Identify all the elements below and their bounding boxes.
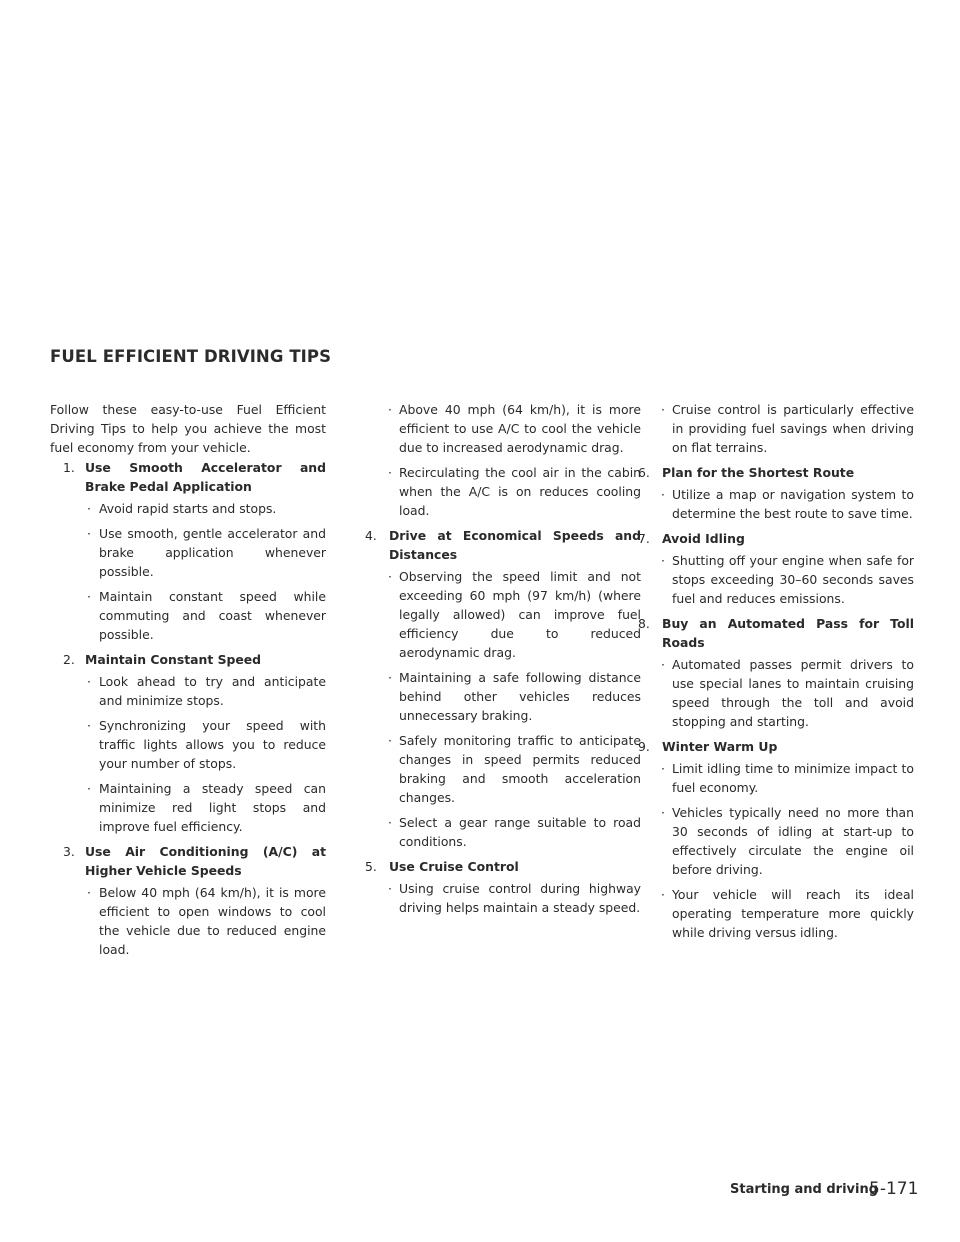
bullet-icon: ·	[661, 487, 665, 502]
section-number: 3.	[63, 844, 75, 859]
bullet-icon: ·	[87, 674, 91, 689]
section-7-heading	[638, 529, 914, 548]
section-number: 7.	[638, 531, 650, 546]
list-item: · Shutting off your engine when safe for stops exceeding 30–60 seconds saves fuel and reduces emissions.	[661, 553, 914, 606]
list-item: · Synchronizing your speed with traffic lights allows you to reduce your number of stops.	[87, 718, 326, 771]
list-item: · Avoid rapid starts and stops.	[87, 501, 277, 516]
column-2	[365, 400, 641, 923]
section-title: Plan for the Shortest Route	[662, 465, 855, 480]
section-number: 1.	[63, 460, 75, 475]
bullet-icon: ·	[388, 569, 392, 584]
list-item: · Your vehicle will reach its ideal operating temperature more quickly while driving versus idling.	[661, 887, 914, 940]
section-title: Use Smooth Accelerator and Brake Pedal Application	[85, 460, 326, 494]
bullet-icon: ·	[388, 815, 392, 830]
bullet-icon: ·	[388, 881, 392, 896]
list-item: · Recirculating the cool air in the cabin when the A/C is on reduces cooling load.	[388, 465, 641, 518]
list-item: · Cruise control is particularly effective in providing fuel savings when driving on flat terrains.	[661, 402, 914, 455]
section-title: Drive at Economical Speeds and Distances	[389, 528, 641, 562]
page-title: FUEL EFFICIENT DRIVING TIPS	[50, 347, 332, 366]
list-item: · Utilize a map or navigation system to determine the best route to save time.	[661, 487, 914, 521]
section-8-heading	[638, 614, 914, 652]
list-item: · Limit idling time to minimize impact to fuel economy.	[661, 761, 914, 795]
page-number: 5-171	[869, 1179, 919, 1199]
bullet-icon: ·	[661, 657, 665, 672]
list-item: · Maintaining a safe following distance behind other vehicles reduces unnecessary braking.	[388, 670, 641, 723]
section-5-heading	[365, 857, 641, 876]
section-9-heading	[638, 737, 914, 756]
list-item: · Automated passes permit drivers to use special lanes to maintain cruising speed through the toll and avoid stopping and starting.	[661, 657, 914, 729]
section-title: Winter Warm Up	[662, 739, 778, 754]
section-title: Avoid Idling	[662, 531, 745, 546]
intro-paragraph: Follow these easy-to-use Fuel Efficient Driving Tips to help you achieve the most fuel economy from your vehicle.	[50, 402, 326, 455]
section-title: Buy an Automated Pass for Toll Roads	[662, 616, 914, 650]
bullet-icon: ·	[87, 526, 91, 541]
bullet-icon: ·	[661, 887, 665, 902]
bullet-icon: ·	[661, 553, 665, 568]
bullet-icon: ·	[87, 781, 91, 796]
footer-section-name: Starting and driving	[730, 1182, 879, 1197]
section-number: 5.	[365, 859, 377, 874]
list-item: · Select a gear range suitable to road conditions.	[388, 815, 641, 849]
section-6-heading	[638, 463, 914, 482]
list-item: · Vehicles typically need no more than 30 seconds of idling at start-up to effectively circulate the engine oil before driving.	[661, 805, 914, 877]
list-item: · Use smooth, gentle accelerator and brake application whenever possible.	[87, 526, 326, 579]
section-1-heading	[50, 458, 326, 496]
bullet-icon: ·	[388, 733, 392, 748]
bullet-icon: ·	[87, 885, 91, 900]
list-item: · Above 40 mph (64 km/h), it is more efficient to use A/C to cool the vehicle due to increased aerodynamic drag.	[388, 402, 641, 455]
bullet-icon: ·	[388, 670, 392, 685]
section-4-heading	[365, 526, 641, 564]
list-item: · Safely monitoring traffic to anticipate changes in speed permits reduced braking and smooth acceleration changes.	[388, 733, 641, 805]
column-1	[50, 400, 326, 965]
bullet-icon: ·	[87, 718, 91, 733]
section-number: 2.	[63, 652, 75, 667]
bullet-icon: ·	[87, 589, 91, 604]
bullet-icon: ·	[661, 805, 665, 820]
section-number: 4.	[365, 528, 377, 543]
list-item: · Below 40 mph (64 km/h), it is more efficient to open windows to cool the vehicle due to reduced engine load.	[87, 885, 326, 957]
list-item: · Observing the speed limit and not exceeding 60 mph (97 km/h) (where legally allowed) can improve fuel efficiency due to reduced aerodynamic drag.	[388, 569, 641, 660]
list-item: · Using cruise control during highway driving helps maintain a steady speed.	[388, 881, 641, 915]
bullet-icon: ·	[661, 402, 665, 417]
section-title: Use Air Conditioning (A/C) at Higher Vehicle Speeds	[85, 844, 326, 878]
bullet-icon: ·	[661, 761, 665, 776]
list-item: · Maintain constant speed while commuting and coast whenever possible.	[87, 589, 326, 642]
section-title: Maintain Constant Speed	[85, 652, 262, 667]
bullet-icon: ·	[388, 402, 392, 417]
section-number: 9.	[638, 739, 650, 754]
bullet-icon: ·	[388, 465, 392, 480]
section-2-heading	[50, 650, 326, 669]
section-title: Use Cruise Control	[389, 859, 519, 874]
list-item: · Look ahead to try and anticipate and minimize stops.	[87, 674, 326, 708]
section-3-heading	[50, 842, 326, 880]
section-number: 8.	[638, 616, 650, 631]
list-item: · Maintaining a steady speed can minimize red light stops and improve fuel efficiency.	[87, 781, 326, 834]
bullet-icon: ·	[87, 501, 91, 516]
section-number: 6.	[638, 465, 650, 480]
column-3	[638, 400, 914, 948]
